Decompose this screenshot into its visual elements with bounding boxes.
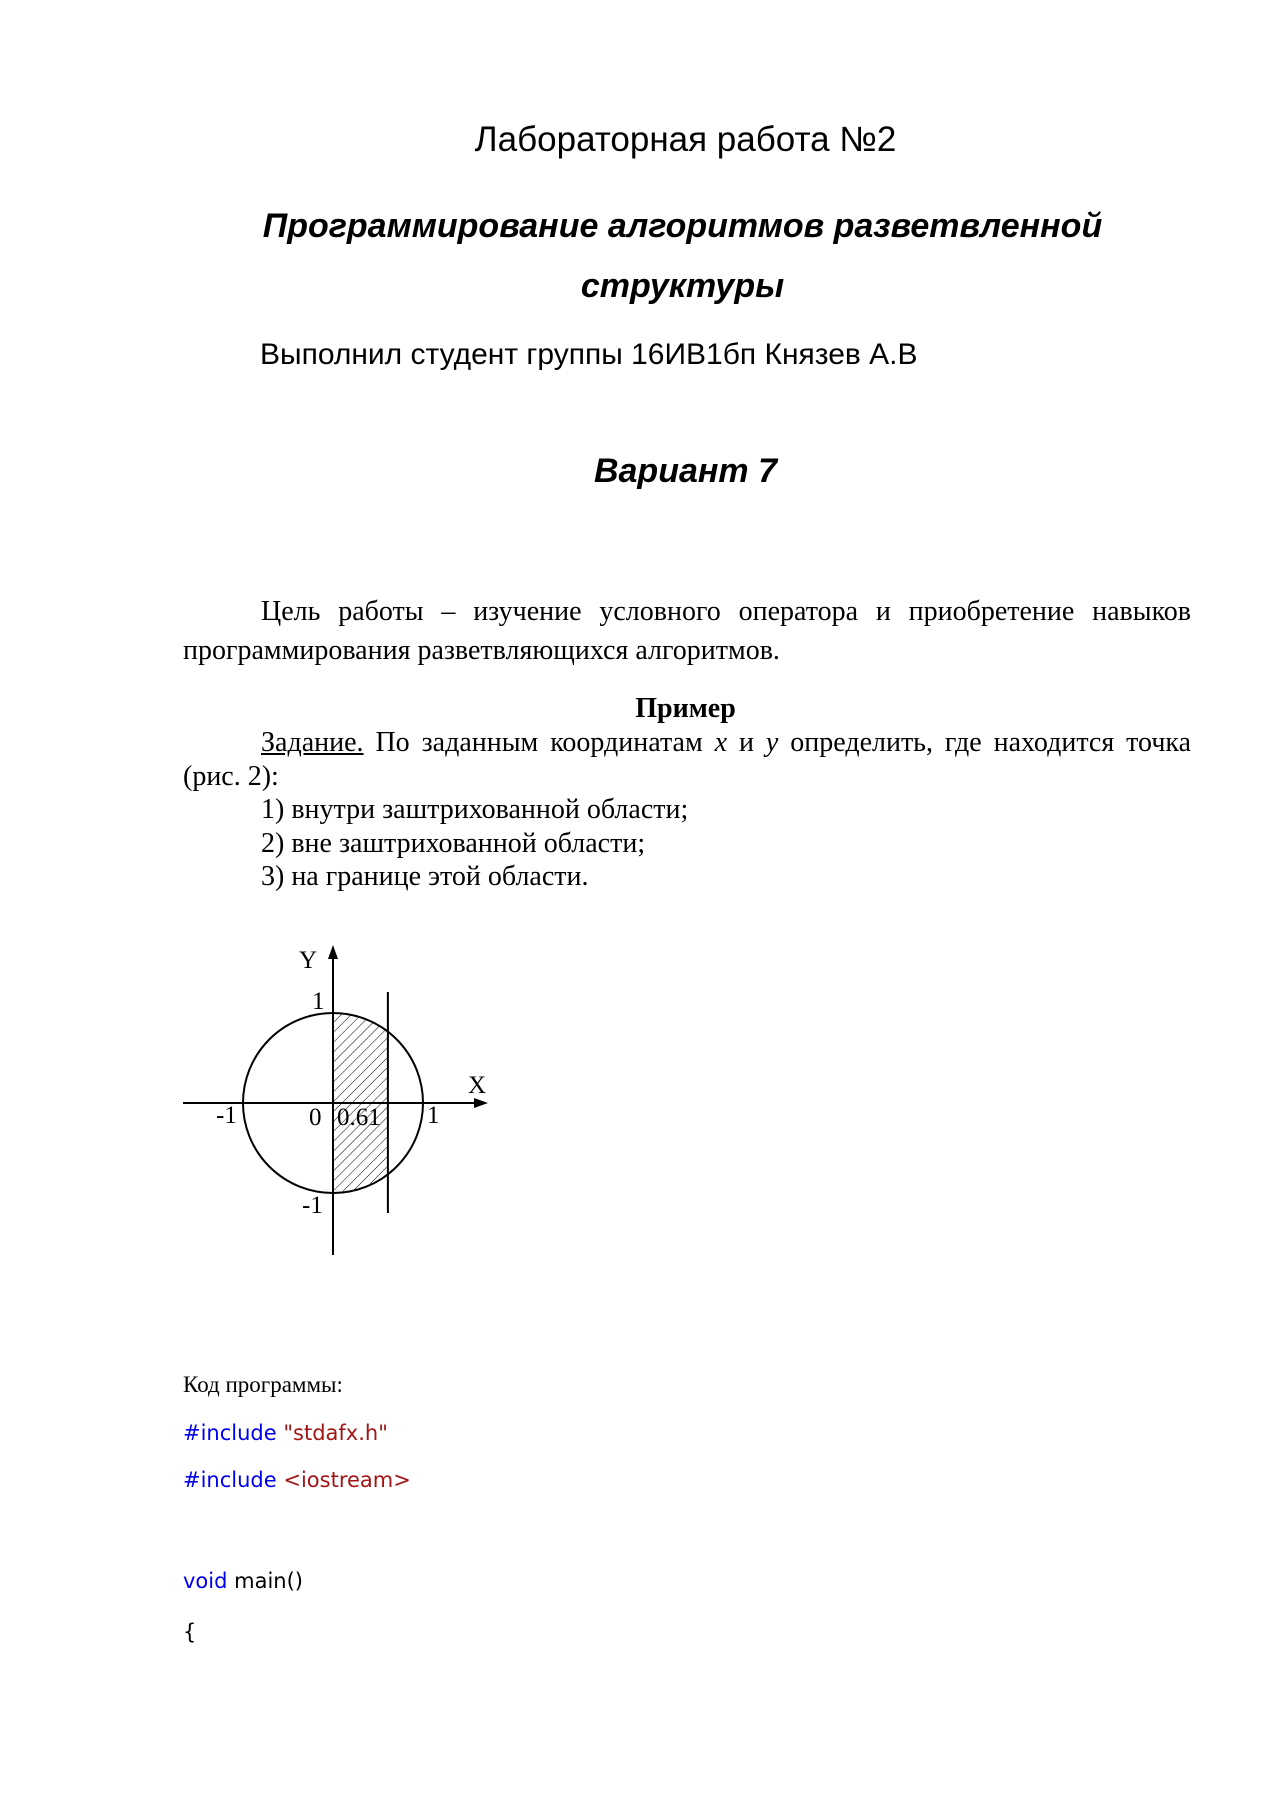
- list-item: 3) на границе этой области.: [261, 861, 589, 892]
- task-paragraph: [183, 726, 1191, 794]
- task-y: y: [765, 727, 779, 758]
- code-line: #include "stdafx.h": [183, 1421, 388, 1445]
- lab-title: Лабораторная работа №2: [474, 120, 897, 159]
- label-x-left: -1: [216, 1102, 237, 1129]
- task-text-1: По заданным координатам: [363, 727, 715, 758]
- x-axis-arrow: [474, 1098, 488, 1108]
- label-x-right: 1: [427, 1102, 440, 1129]
- region-figure: [178, 940, 508, 1260]
- code-line: void main(): [183, 1569, 303, 1593]
- list-item: 2) вне заштрихованной области;: [261, 828, 646, 859]
- goal-paragraph: Цель работы – изучение условного оператора и приобретение навыков программирования разветвляющихся алгоритмов.: [183, 596, 1191, 666]
- code-label: Код программы:: [183, 1372, 343, 1397]
- label-origin: 0: [309, 1104, 322, 1131]
- label-line-x: 0.61: [337, 1104, 381, 1131]
- task-label: Задание.: [261, 727, 364, 758]
- code-line: {: [183, 1620, 197, 1644]
- y-axis-label: Y: [299, 947, 318, 974]
- label-y-bottom: -1: [302, 1192, 323, 1219]
- x-axis-label: X: [468, 1072, 487, 1099]
- task-text-2: определить, где находится точка (рис. 2):: [183, 727, 1192, 792]
- variant-title: Вариант 7: [593, 452, 778, 490]
- topic-title: Программирование алгоритмов разветвленной структуры: [262, 207, 1103, 305]
- code-line: #include <iostream>: [183, 1468, 411, 1492]
- example-heading: Пример: [635, 693, 736, 724]
- y-axis-arrow: [328, 945, 338, 959]
- label-y-top: 1: [312, 988, 325, 1015]
- task-x: x: [714, 727, 728, 758]
- author-line: Выполнил студент группы 16ИВ1бп Князев А.В: [260, 338, 918, 371]
- task-and: и: [727, 727, 766, 758]
- list-item: 1) внутри заштрихованной области;: [261, 794, 689, 825]
